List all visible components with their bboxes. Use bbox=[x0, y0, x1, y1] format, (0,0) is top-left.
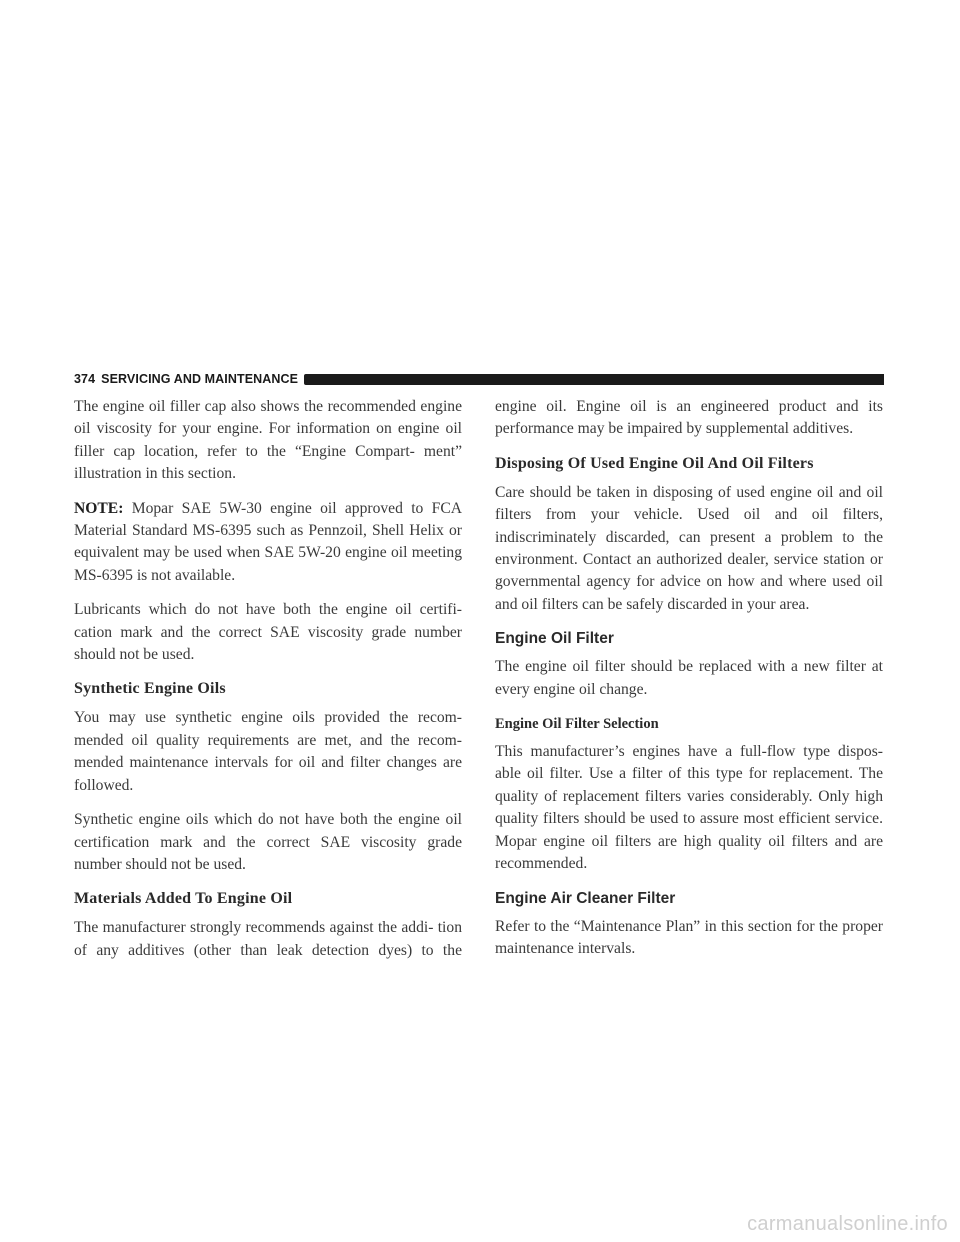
paragraph-filter-selection: This manufacturer’s engines have a full-flow type dispos- able oil filter. Use a filter of this type for replacement. The quality of replacement filters varies considerably. Only high quality filters should be used to assure most efficient service. Mopar engine oil filters are high quality oil filters and are recommended. bbox=[495, 743, 883, 873]
heading-filter-selection: Engine Oil Filter Selection bbox=[495, 716, 659, 733]
paragraph-lubricants: Lubricants which do not have both the engine oil certifi- cation mark and the correct SAE viscosity grade number should not be used. bbox=[74, 601, 462, 664]
header-rule bbox=[304, 374, 884, 385]
paragraph-air-cleaner: Refer to the “Maintenance Plan” in this section for the proper maintenance intervals. bbox=[495, 917, 883, 957]
heading-disposing: Disposing Of Used Engine Oil And Oil Filters bbox=[495, 454, 814, 472]
paragraph-filter-replace: The engine oil filter should be replaced with a new filter at every engine oil change. bbox=[495, 658, 883, 698]
heading-air-cleaner-filter: Engine Air Cleaner Filter bbox=[495, 889, 676, 907]
heading-materials-added: Materials Added To Engine Oil bbox=[74, 890, 293, 908]
note-text: Mopar SAE 5W-30 engine oil approved to FCA Material Standard MS-6395 such as Pennzoil, Shell Helix or equivalent may be used when SAE 5W-20 engine oil meeting MS-6395 is not available. bbox=[74, 499, 462, 584]
paragraph-filler-cap: The engine oil filler cap also shows the recommended engine oil viscosity for your engine. For information on engine oil filler cap location, refer to the “Engine Compart- ment” illustration in this section. bbox=[74, 398, 462, 483]
left-column bbox=[74, 396, 462, 974]
note-label: NOTE: bbox=[74, 499, 124, 517]
page-number: 374 bbox=[74, 372, 96, 386]
paragraph-synthetic-certification: Synthetic engine oils which do not have both the engine oil certification mark and the correct SAE viscosity grade number should not be used. bbox=[74, 811, 462, 873]
paragraph-additives: The manufacturer strongly recommends against the addi- tion of any additives (other than leak detection dyes) to the bbox=[74, 919, 462, 959]
heading-engine-oil-filter: Engine Oil Filter bbox=[495, 630, 614, 648]
note-paragraph bbox=[74, 498, 462, 588]
paragraph-engineered-product: engine oil. Engine oil is an engineered product and its performance may be impaired by supplemental additives. bbox=[495, 398, 883, 438]
site-watermark: carmanualsonline.info bbox=[747, 1213, 948, 1235]
paragraph-disposing: Care should be taken in disposing of used engine oil and oil filters from your vehicle. Used oil and oil filters, indiscriminately discarded, can present a problem to the environment. Contact an authorized dealer, service station or governmental agency for advice on how and where used oil and oil filters can be safely discarded in your area. bbox=[495, 483, 883, 613]
section-title: SERVICING AND MAINTENANCE bbox=[101, 372, 299, 386]
right-column bbox=[495, 396, 883, 972]
paragraph-synthetic-use: You may use synthetic engine oils provided the recom- mended oil quality requirements are met, and the recom- mended maintenance intervals for oil and filter changes are followed. bbox=[74, 709, 462, 794]
heading-synthetic-engine-oils: Synthetic Engine Oils bbox=[74, 680, 226, 698]
page-header bbox=[74, 371, 884, 387]
